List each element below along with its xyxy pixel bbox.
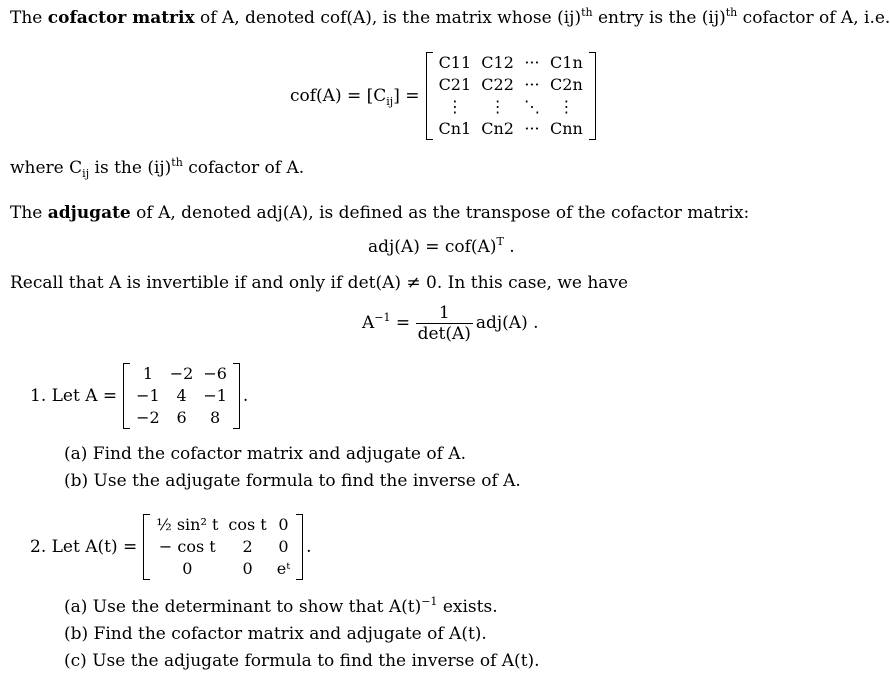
adj-text-2: of A, denoted adj(A), is defined as the transpose of the cofactor matrix: bbox=[130, 203, 750, 223]
matrix-cell: −1 bbox=[203, 386, 227, 405]
adjugate-term: adjugate bbox=[47, 203, 131, 223]
matrix-cell: C1n bbox=[550, 53, 583, 72]
sup-th-2: th bbox=[725, 6, 738, 19]
cof-lhs bbox=[290, 86, 420, 106]
inverse-lhs-text: A bbox=[362, 313, 375, 333]
recall-line: Recall that A is invertible if and only if det(A) ≠ 0. In this case, we have bbox=[10, 273, 629, 293]
q1-matrix bbox=[123, 363, 240, 429]
intro-paragraph bbox=[10, 8, 890, 28]
matrix-cell: ··· bbox=[524, 53, 540, 72]
left-bracket bbox=[426, 52, 433, 140]
inverse-formula bbox=[362, 300, 539, 346]
q1-part-a: (a) Find the cofactor matrix and adjugate of A. bbox=[64, 444, 466, 464]
fraction-denominator: det(A) bbox=[417, 323, 471, 344]
matrix-cell: eᵗ bbox=[276, 559, 291, 578]
fraction bbox=[416, 303, 473, 344]
matrix-row bbox=[131, 385, 232, 407]
q1-matrix-table bbox=[131, 363, 232, 429]
matrix-cell: ⋮ bbox=[558, 97, 575, 116]
matrix-cell: Cnn bbox=[549, 119, 583, 138]
cof-matrix-table bbox=[434, 52, 588, 140]
matrix-cell: ⋮ bbox=[446, 97, 463, 116]
adj-eq-sup: T bbox=[496, 235, 504, 248]
inverse-eq-sign: = bbox=[390, 313, 416, 333]
question-2 bbox=[30, 508, 312, 586]
q2-a-text: (a) Use the determinant to show that A(t) bbox=[64, 597, 422, 617]
matrix-cell: C22 bbox=[481, 75, 514, 94]
matrix-cell: ··· bbox=[524, 119, 540, 138]
intro-text-4: cofactor of A, i.e. bbox=[737, 8, 890, 28]
cof-equation bbox=[290, 46, 596, 146]
q2-a-sup: −1 bbox=[421, 595, 438, 608]
matrix-row bbox=[434, 52, 588, 74]
question-1 bbox=[30, 358, 248, 434]
q2-matrix-table bbox=[151, 514, 295, 580]
q1-period: . bbox=[242, 386, 249, 406]
cofactor-matrix-term: cofactor matrix bbox=[47, 8, 195, 28]
matrix-row bbox=[434, 118, 588, 140]
q2-part-a bbox=[64, 597, 498, 617]
matrix-cell: −1 bbox=[136, 386, 160, 405]
q2-a-end: exists. bbox=[437, 597, 498, 617]
matrix-cell: 4 bbox=[176, 386, 187, 405]
matrix-cell: −2 bbox=[169, 364, 194, 383]
where-text-1: where C bbox=[10, 158, 83, 178]
intro-text-1: The bbox=[10, 8, 48, 28]
right-bracket bbox=[233, 363, 240, 429]
matrix-row bbox=[434, 74, 588, 96]
matrix-cell: ⋮ bbox=[489, 97, 506, 116]
matrix-cell: 0 bbox=[242, 559, 253, 578]
matrix-cell: C12 bbox=[481, 53, 514, 72]
matrix-cell: ⋱ bbox=[523, 97, 540, 116]
matrix-cell: − cos t bbox=[158, 537, 216, 556]
left-bracket bbox=[143, 514, 150, 580]
matrix-cell: 6 bbox=[176, 408, 187, 427]
where-sub: ij bbox=[82, 167, 90, 180]
where-text-3: cofactor of A. bbox=[182, 158, 305, 178]
matrix-row bbox=[151, 536, 295, 558]
matrix-cell: −6 bbox=[203, 364, 227, 383]
matrix-row bbox=[151, 558, 295, 580]
fraction-numerator: 1 bbox=[416, 303, 473, 324]
cof-lhs-sub: ij bbox=[386, 95, 394, 108]
inverse-rhs: adj(A) . bbox=[475, 313, 539, 333]
matrix-row bbox=[131, 363, 232, 385]
matrix-cell: Cn2 bbox=[481, 119, 514, 138]
matrix-cell: 0 bbox=[278, 515, 289, 534]
inverse-lhs-sup: −1 bbox=[374, 311, 391, 324]
q1-part-b: (b) Use the adjugate formula to find the inverse of A. bbox=[64, 471, 521, 491]
right-bracket bbox=[589, 52, 596, 140]
q1-label: 1. Let A = bbox=[30, 386, 118, 406]
adjugate-equation bbox=[368, 237, 515, 257]
left-bracket bbox=[123, 363, 130, 429]
matrix-cell: 0 bbox=[278, 537, 289, 556]
matrix-row bbox=[131, 407, 232, 429]
matrix-cell: 0 bbox=[182, 559, 193, 578]
q2-period: . bbox=[306, 537, 312, 557]
matrix-cell: Cn1 bbox=[438, 119, 472, 138]
matrix-cell: 1 bbox=[142, 364, 154, 383]
cof-matrix bbox=[426, 52, 596, 140]
cof-lhs-end: ] = bbox=[393, 86, 420, 106]
intro-text-3: entry is the (ij) bbox=[592, 8, 726, 28]
q2-label: 2. Let A(t) = bbox=[30, 537, 138, 557]
inverse-lhs bbox=[362, 313, 391, 333]
intro-text-2: of A, denoted cof(A), is the matrix whose (ij) bbox=[194, 8, 582, 28]
q2-matrix bbox=[143, 514, 303, 580]
matrix-row bbox=[434, 96, 588, 118]
matrix-cell: 8 bbox=[210, 408, 221, 427]
q2-part-c: (c) Use the adjugate formula to find the inverse of A(t). bbox=[64, 651, 540, 671]
adj-text-1: The bbox=[10, 203, 48, 223]
matrix-row bbox=[151, 514, 295, 536]
matrix-cell: −2 bbox=[136, 408, 160, 427]
adj-eq-text: adj(A) = cof(A) bbox=[368, 237, 497, 257]
matrix-cell: 2 bbox=[242, 537, 253, 556]
where-text-2: is the (ij) bbox=[89, 158, 172, 178]
cof-lhs-text: cof(A) = [C bbox=[290, 86, 387, 106]
adj-eq-end: . bbox=[503, 237, 515, 257]
matrix-cell: cos t bbox=[228, 515, 267, 534]
matrix-cell: C11 bbox=[438, 53, 472, 72]
sup-th-1: th bbox=[581, 6, 593, 19]
matrix-cell: ½ sin² t bbox=[156, 515, 219, 534]
where-line bbox=[10, 158, 304, 178]
adjugate-definition bbox=[10, 203, 749, 223]
matrix-cell: C2n bbox=[550, 75, 583, 94]
q2-part-b: (b) Find the cofactor matrix and adjugate of A(t). bbox=[64, 624, 487, 644]
right-bracket bbox=[296, 514, 303, 580]
matrix-cell: C21 bbox=[438, 75, 472, 94]
matrix-cell: ··· bbox=[524, 75, 540, 94]
where-sup: th bbox=[171, 156, 183, 169]
